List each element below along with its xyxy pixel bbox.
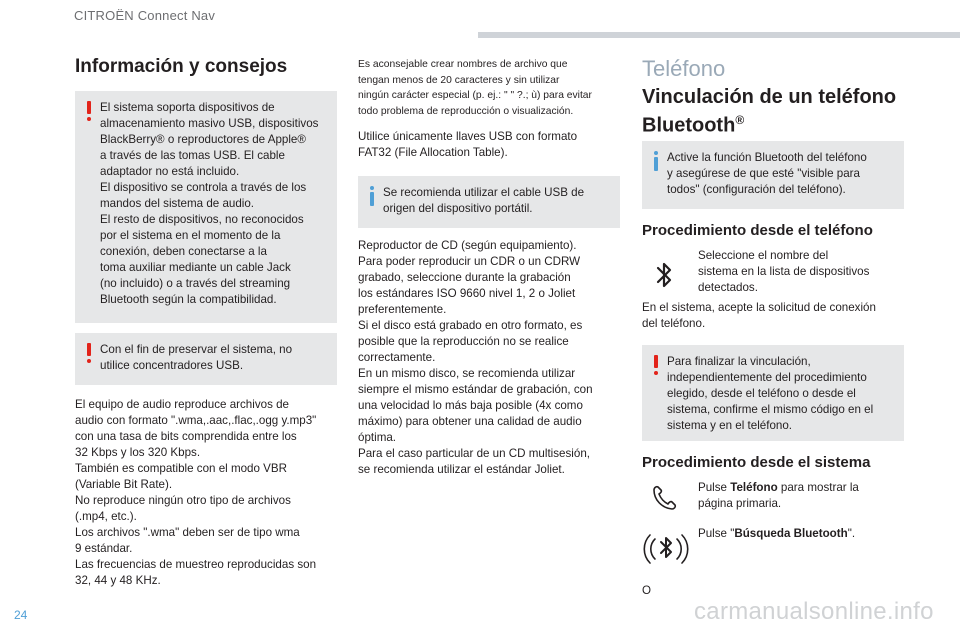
warning-note-text: Con el fin de preservar el sistema, no utilice concentradores USB. (100, 343, 293, 372)
warning-icon (653, 355, 659, 375)
warning-icon (86, 101, 92, 121)
step-bluetooth-search-text (698, 526, 904, 542)
registered-mark: ® (735, 113, 745, 127)
fat32-text: Utilice únicamente llaves USB con formato FAT32 (File Allocation Table). (358, 130, 578, 159)
step-text-bold: Teléfono (730, 481, 778, 494)
heading-line-1: Vinculación de un teléfono (642, 86, 897, 108)
heading-line-2: Bluetooth (642, 114, 736, 137)
info-note-bluetooth-visible (642, 141, 904, 209)
phone-icon (644, 478, 684, 523)
filename-advice-text: Es aconsejable crear nombres de archivo que tengan menos de 20 caracteres y sin utilizar ningún carácter especial (p. ej.: " " ?.; ù) para evitar todo problema de reproducción o visualización. (358, 59, 592, 117)
section-title-telefono: Teléfono (642, 56, 726, 81)
bluetooth-search-icon (642, 525, 690, 578)
warning-note-code (642, 345, 904, 441)
bluetooth-icon (644, 255, 684, 300)
step-text-post: ". (847, 527, 856, 540)
info-icon (653, 151, 659, 171)
info-note-text: Active la función Bluetooth del teléfono y asegúrese de que esté "visible para todos" (configuración del teléfono). (667, 151, 867, 196)
step-text-bold: Búsqueda Bluetooth (734, 527, 848, 540)
warning-note-text: El sistema soporta dispositivos de almacenamiento masivo USB, dispositivos BlackBerry® o reproductores de Apple® a través de las tomas USB. El cable adaptador no está incluido. El dispositivo se controla a través de los mandos del sistema de audio. El resto de dispositivos, no reconocidos por el sistema en el momento de la conexión, deben conectarse a la toma auxiliar mediante un cable Jack (no incluido) o a través del streaming Bluetooth según la compatibilidad. (100, 101, 319, 306)
page-number: 24 (14, 608, 28, 622)
heading-procedure-system: Procedimiento desde el sistema (642, 454, 871, 471)
audio-formats-text: El equipo de audio reproduce archivos de audio con formato ".wma,.aac,.flac,.ogg y.mp3" con una tasa de bits comprendida entre los 32 Kbps y los 320 Kbps. También es compatible con el modo VBR (Variable Bit Rate). No reproduce ningún otro tipo de archivos (.mp4, etc.). Los archivos ".wma" deben ser de tipo wma 9 estándar. Las frecuencias de muestreo reproducidas son 32, 44 y 48 KHz. (75, 398, 317, 587)
heading-bluetooth-pairing (642, 86, 904, 138)
accept-request-text: En el sistema, acepte la solicitud de conexión del teléfono. (642, 301, 876, 330)
heading-procedure-phone: Procedimiento desde el teléfono (642, 222, 873, 239)
warning-icon (86, 343, 92, 363)
step-text-post: para mostrar la página primaria. (698, 481, 859, 510)
warning-note-text: Para finalizar la vinculación, independientemente del procedimiento elegido, desde el teléfono o desde el sistema, confirme el mismo código en el sistema y en el teléfono. (667, 355, 874, 432)
header-bar (478, 32, 960, 38)
info-note-text: Se recomienda utilizar el cable USB de origen del dispositivo portátil. (383, 186, 585, 215)
section-heading-info: Información y consejos (75, 56, 288, 77)
step-select-system-text: Seleccione el nombre del sistema en la lista de dispositivos detectados. (698, 249, 870, 294)
step-text-pre: Pulse " (698, 527, 735, 540)
cd-player-text: Reproductor de CD (según equipamiento). Para poder reproducir un CDR o un CDRW grabado, seleccione durante la grabación los estándares ISO 9660 nivel 1, 2 o Joliet preferentemente. Si el disco está grabado en otro formato, es posible que la reproducción no se realice correctamente. En un mismo disco, se recomienda utilizar siempre el mismo estándar de grabación, con una velocidad lo más baja posible (4x como máximo) para obtener una calidad de audio óptima. Para el caso particular de un CD multisesión, se recomienda utilizar el estándar Joliet. (358, 239, 593, 476)
step-press-phone-text (698, 480, 904, 512)
warning-note-usb-hubs (75, 333, 337, 385)
warning-note-devices (75, 91, 337, 323)
step-text-pre: Pulse (698, 481, 731, 494)
watermark-logo: carmanualsonline.info (694, 598, 934, 625)
info-note-usb-cable (358, 176, 620, 228)
info-icon (369, 186, 375, 206)
or-text: O (642, 584, 652, 597)
header-title: CITROËN Connect Nav (74, 8, 216, 23)
